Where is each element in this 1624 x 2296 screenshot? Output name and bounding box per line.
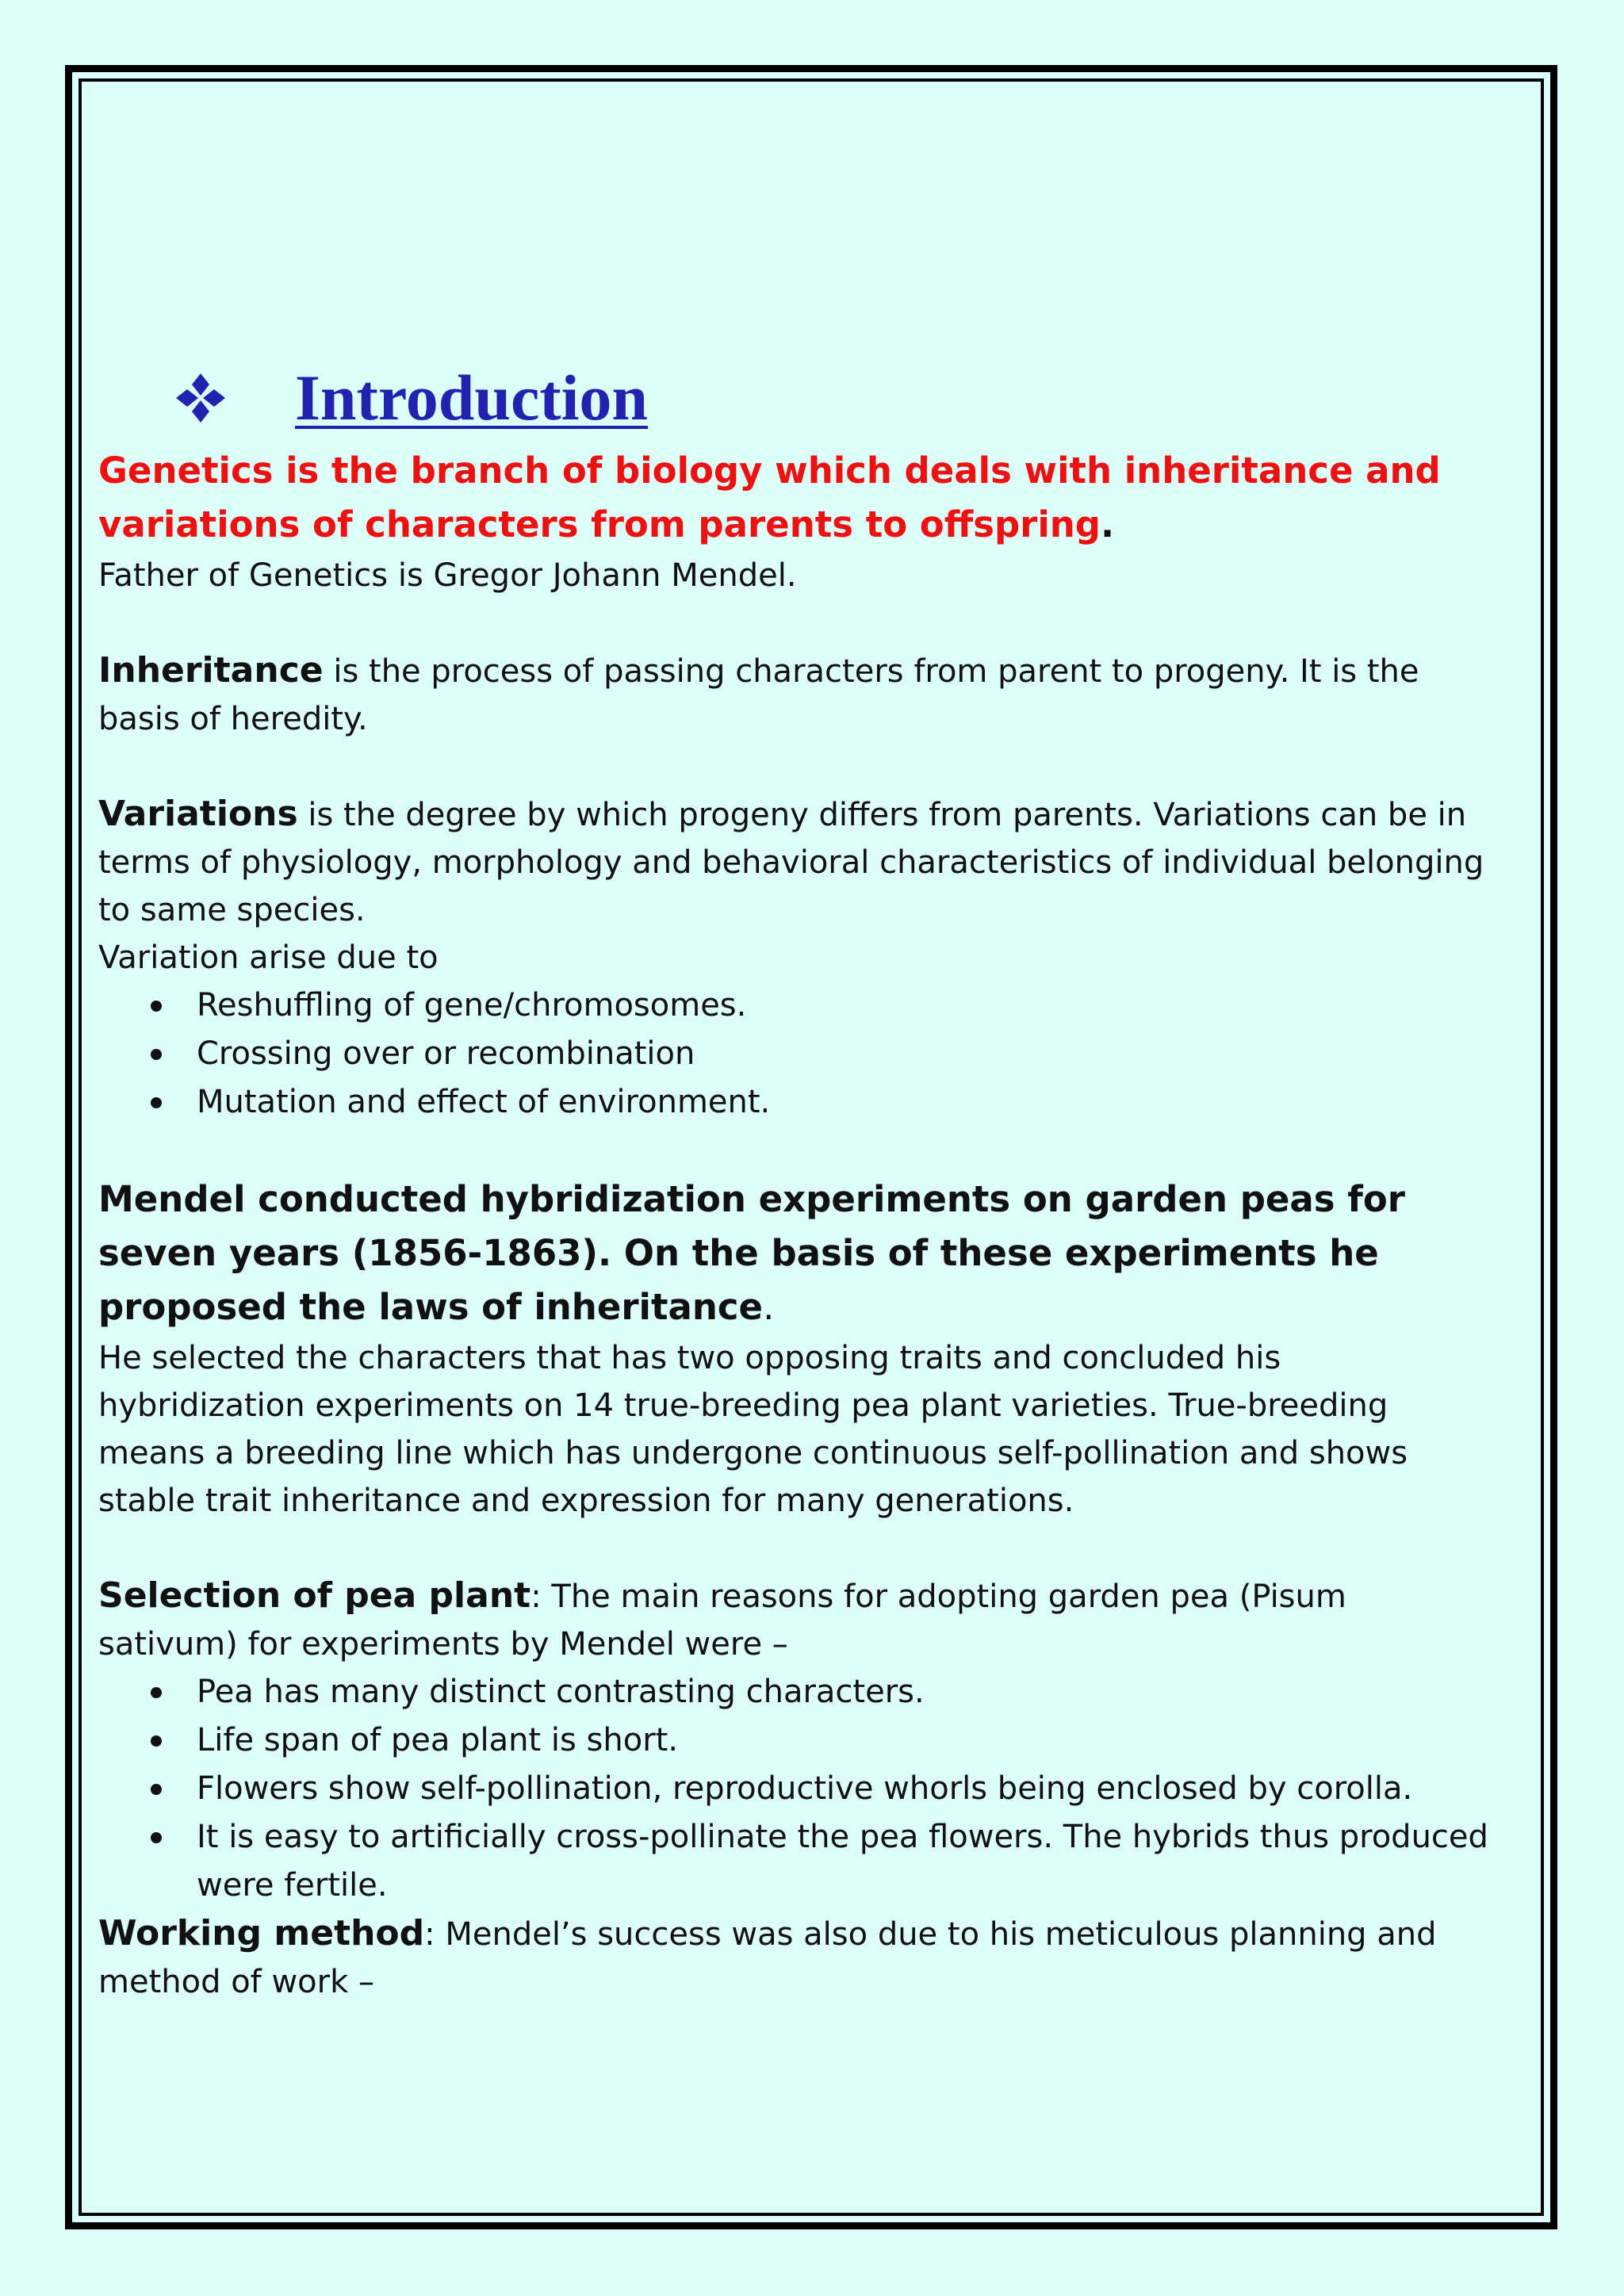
variation-causes-intro: Variation arise due to — [98, 939, 439, 976]
selection-text: : The main reasons for adopting garden pea (Pisum sativum) for experiments by Mendel were – — [98, 1578, 1346, 1663]
working-method-term: Working method — [98, 1913, 425, 1954]
bullet-icon — [151, 1097, 162, 1108]
four-diamond-icon — [173, 370, 228, 426]
variations-text: is the degree by which progeny differs from parents. Variations can be in terms of physiology, morphology and behavioral characteristics of individual belonging to same species. — [98, 797, 1484, 928]
father-of-genetics: Father of Genetics is Gregor Johann Mendel. — [98, 557, 797, 594]
list-item — [146, 982, 1494, 1030]
section-heading — [98, 358, 1494, 438]
spacer — [98, 599, 1494, 647]
list-item — [146, 1765, 1494, 1813]
list-item-text: Reshuffling of gene/chromosomes. — [197, 987, 747, 1024]
selection-term: Selection of pea plant — [98, 1575, 531, 1616]
list-item — [146, 1668, 1494, 1716]
inheritance-paragraph — [98, 647, 1494, 743]
selection-paragraph — [98, 1572, 1494, 1668]
working-method-text: : Mendel’s success was also due to his meticulous planning and method of work – — [98, 1916, 1437, 2000]
variations-term: Variations — [98, 794, 298, 834]
spacer — [98, 743, 1494, 790]
bullet-icon — [151, 1735, 162, 1747]
variation-causes-list — [98, 982, 1494, 1127]
bullet-icon — [151, 1049, 162, 1060]
working-method-paragraph — [98, 1910, 1494, 2006]
genetics-definition-period: . — [1101, 503, 1115, 545]
spacer — [98, 1127, 1494, 1173]
page-title: Introduction — [295, 362, 649, 434]
list-item — [146, 1813, 1494, 1910]
genetics-definition — [98, 444, 1494, 552]
bullet-icon — [151, 1001, 162, 1012]
list-item-text: Crossing over or recombination — [197, 1035, 695, 1072]
bullet-icon — [151, 1687, 162, 1698]
genetics-definition-text: Genetics is the branch of biology which deals with inheritance and variations of characters from parents to offspring — [98, 450, 1441, 545]
list-item-text: It is easy to artificially cross-pollinate the pea flowers. The hybrids thus produced were fertile. — [197, 1819, 1488, 1904]
list-item — [146, 1030, 1494, 1078]
spacer — [98, 1525, 1494, 1572]
true-breeding-paragraph: He selected the characters that has two opposing traits and concluded his hybridization experiments on 14 true-breeding pea plant varieties. True-breeding means a breeding line which has undergone continuous self-pollination and shows stable trait inheritance and expression for many generations. — [98, 1340, 1408, 1519]
bullet-icon — [151, 1832, 162, 1843]
pea-reasons-list — [98, 1668, 1494, 1910]
mendel-experiments-period: . — [763, 1286, 775, 1328]
list-item-text: Life span of pea plant is short. — [197, 1722, 679, 1758]
list-item — [146, 1716, 1494, 1765]
list-item-text: Pea has many distinct contrasting characters. — [197, 1674, 925, 1710]
list-item-text: Flowers show self-pollination, reproductive whorls being enclosed by corolla. — [197, 1770, 1413, 1807]
inheritance-text: is the process of passing characters from parent to progeny. It is the basis of heredity. — [98, 653, 1419, 737]
mendel-experiments-lead — [98, 1173, 1494, 1334]
variations-paragraph — [98, 790, 1494, 934]
list-item-text: Mutation and effect of environment. — [197, 1084, 771, 1120]
inheritance-term: Inheritance — [98, 650, 324, 691]
mendel-experiments-text: Mendel conducted hybridization experiments on garden peas for seven years (1856-1863). On the basis of these experiments he proposed the laws of inheritance — [98, 1178, 1405, 1328]
bullet-icon — [151, 1784, 162, 1795]
document-body — [98, 358, 1494, 2006]
list-item — [146, 1078, 1494, 1127]
